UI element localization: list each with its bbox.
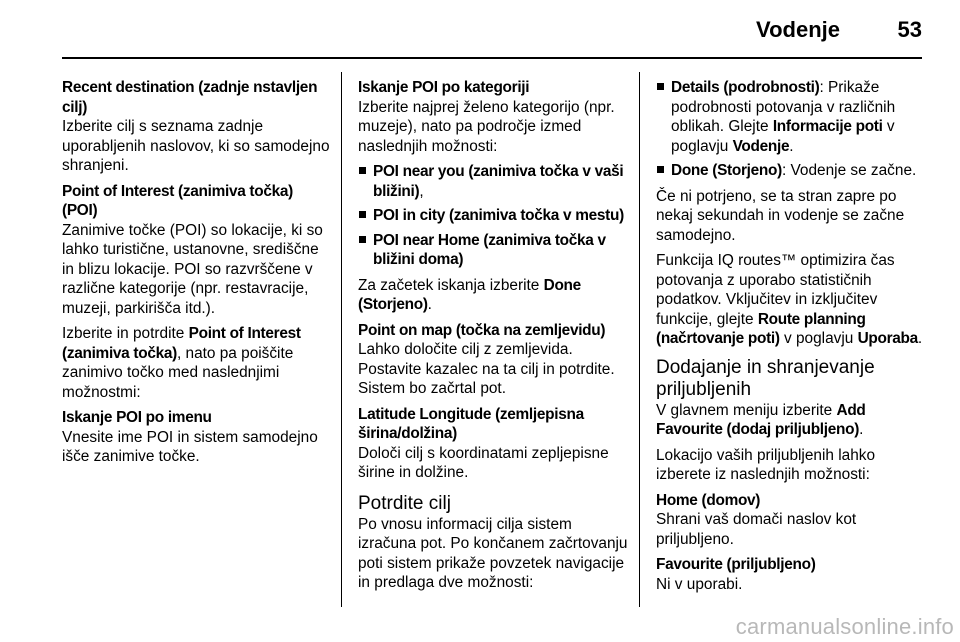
auto-start-paragraph: Če ni potrjeno, se ta stran zapre po nekaj sekundah in vodenje se začne samodejno. — [656, 187, 905, 244]
favourites-heading: Dodajanje in shranjevanje priljubljenih — [656, 356, 875, 400]
poi-by-category-text: Izberite najprej želeno kategorijo (npr. muzeje), nato pa področje izmed naslednjih možnosti: — [358, 98, 615, 155]
list-item: POI near Home (zanimiva točka v bližini doma) — [358, 231, 628, 270]
column-2 — [358, 78, 628, 593]
bullet-icon — [359, 236, 366, 243]
list-item: POI near you (zanimiva točka v vaši bližini), — [358, 162, 628, 201]
list-item: Done (Storjeno): Vodenje se začne. — [656, 161, 924, 181]
poi-by-category-block — [358, 78, 628, 156]
bullet-icon — [657, 83, 664, 90]
list-item: Details (podrobnosti): Prikaže podrobnosti potovanja v različnih oblikah. Glejte Informacije poti v poglavju Vodenje. — [656, 78, 924, 156]
lat-long-heading: Latitude Longitude (zemljepisna širina/dolžina) — [358, 405, 584, 442]
favourite-options-paragraph: Lokacijo vaših priljubljenih lahko izberete iz naslednjih možnosti: — [656, 446, 876, 483]
poi-by-name-block — [62, 408, 332, 467]
watermark: carmanualsonline.info — [735, 614, 954, 639]
bullet-icon — [359, 167, 366, 174]
lat-long-text: Določi cilj s koordinatami zepljepisne širine in dolžine. — [358, 444, 609, 481]
home-heading: Home (domov) — [656, 491, 761, 509]
favourite-heading: Favourite (priljubljeno) — [656, 556, 816, 573]
lat-long-block — [358, 405, 628, 483]
page-header — [62, 0, 922, 60]
iq-routes-paragraph: Funkcija IQ routes™ optimizira čas potovanja z uporabo statističnih podatkov. Vključitev in izključitev funkcije, glejte Route planning (načrtovanje poti) v poglavju Uporaba. — [656, 252, 923, 347]
recent-destination-text: Izberite cilj s seznama zadnje uporabljenih naslovov, ki so samodejno shranjeni. — [62, 118, 330, 174]
poi-heading: Point of Interest (zanimiva točka) (POI) — [62, 182, 293, 219]
confirm-destination-text: Po vnosu informacij cilja sistem izračuna pot. Po končanem začrtovanju poti sistem prikaže povzetek navigacije in predlaga dve možnosti: — [358, 515, 628, 591]
start-search-paragraph: Za začetek iskanja izberite Done (Storjeno). — [358, 276, 581, 313]
poi-select-paragraph: Izberite in potrdite Point of Interest (zanimiva točka), nato pa poiščite zanimivo točko med naslednjimi možnostmi: — [62, 325, 301, 401]
poi-text: Zanimive točke (POI) so lokacije, ki so lahko turistične, ustanovne, središčne in blizu lokacije. POI so razvrščene v različne kategorije (npr. restavracije, muzeji, parkirišča itd.). — [62, 221, 323, 317]
column-1 — [62, 78, 332, 473]
add-favourite-paragraph: V glavnem meniju izberite Add Favourite (dodaj priljubljeno). — [656, 401, 866, 438]
point-on-map-heading: Point on map (točka na zemljevidu) — [358, 321, 606, 339]
poi-by-name-heading: Iskanje POI po imenu — [62, 409, 212, 426]
list-item: POI in city (zanimiva točka v mestu) — [358, 206, 628, 226]
page-title: Vodenje — [756, 17, 840, 42]
bullet-icon — [359, 211, 366, 218]
favourite-text: Ni v uporabi. — [656, 575, 743, 593]
column-divider-2 — [639, 72, 640, 607]
home-block — [656, 491, 924, 550]
point-on-map-text: Lahko določite cilj z zemljevida. Postavite kazalec na ta cilj in potrdite. Sistem bo začrtal pot. — [358, 341, 615, 397]
recent-destination-block — [62, 78, 332, 176]
poi-options-list — [358, 162, 628, 270]
summary-options-list — [656, 78, 924, 181]
point-on-map-block — [358, 321, 628, 399]
recent-destination-heading: Recent destination (zadnje nstavljen cilj) — [62, 79, 318, 116]
header-rule — [62, 57, 922, 59]
poi-by-category-heading: Iskanje POI po kategoriji — [358, 79, 530, 96]
favourite-block — [656, 555, 924, 594]
page-number: 53 — [897, 17, 922, 42]
confirm-destination-heading: Potrdite cilj — [358, 492, 451, 514]
home-text: Shrani vaš domači naslov kot priljubljeno. — [656, 511, 857, 548]
column-divider-1 — [341, 72, 342, 607]
column-3 — [656, 78, 924, 600]
poi-block — [62, 182, 332, 319]
poi-by-name-text: Vnesite ime POI in sistem samodejno išče zanimive točke. — [62, 428, 318, 465]
bullet-icon — [657, 166, 664, 173]
